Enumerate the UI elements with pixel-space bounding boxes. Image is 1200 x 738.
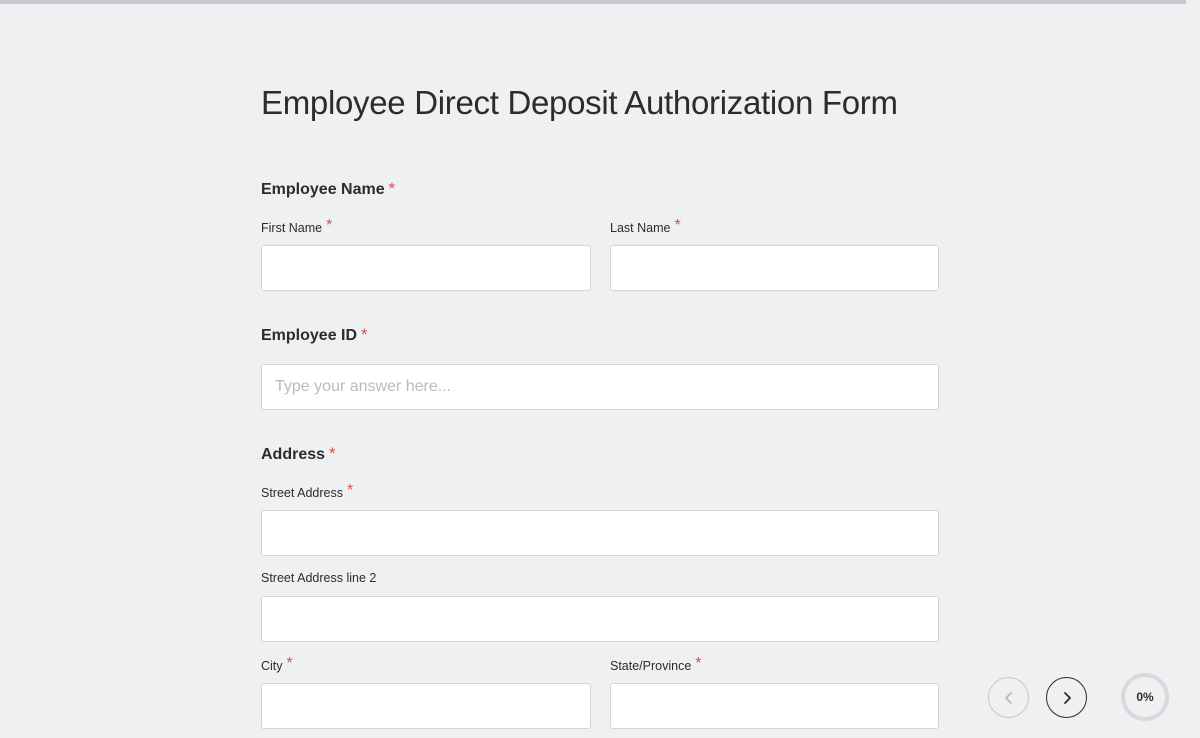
- form-title: Employee Direct Deposit Authorization Form: [261, 84, 898, 121]
- required-asterisk: *: [695, 655, 702, 672]
- street-address-line2-label-text: Street Address line 2: [261, 571, 377, 585]
- employee-id-label-text: Employee ID: [261, 327, 358, 344]
- chevron-left-icon: [1002, 691, 1016, 705]
- employee-name-label: [261, 179, 395, 199]
- street-address-label: [261, 484, 353, 502]
- required-asterisk: *: [329, 444, 336, 463]
- progress-percent-text: 0%: [1136, 690, 1154, 704]
- street-address-label-text: Street Address: [261, 486, 343, 500]
- street-address-line2-input[interactable]: [261, 596, 939, 642]
- required-asterisk: *: [347, 482, 354, 499]
- state-province-label: [610, 657, 702, 675]
- last-name-label-text: Last Name: [610, 221, 671, 235]
- next-button[interactable]: [1046, 677, 1087, 718]
- required-asterisk: *: [326, 217, 333, 234]
- chevron-right-icon: [1060, 691, 1074, 705]
- first-name-label: [261, 219, 332, 237]
- address-label-text: Address: [261, 446, 326, 463]
- state-province-input[interactable]: [610, 683, 939, 729]
- required-asterisk: *: [674, 217, 681, 234]
- required-asterisk: *: [388, 179, 396, 198]
- last-name-label: [610, 219, 681, 237]
- employee-name-label-text: Employee Name: [261, 181, 385, 198]
- top-progress-bar: [0, 0, 1186, 4]
- city-label-text: City: [261, 659, 283, 673]
- first-name-input[interactable]: [261, 245, 591, 291]
- state-province-label-text: State/Province: [610, 659, 692, 673]
- street-address-input[interactable]: [261, 510, 939, 556]
- previous-button[interactable]: [988, 677, 1029, 718]
- city-input[interactable]: [261, 683, 591, 729]
- last-name-input[interactable]: [610, 245, 939, 291]
- city-label: [261, 657, 293, 675]
- required-asterisk: *: [286, 655, 293, 672]
- employee-id-input[interactable]: [261, 364, 939, 410]
- required-asterisk: *: [361, 325, 368, 344]
- first-name-label-text: First Name: [261, 221, 323, 235]
- street-address-line2-label: [261, 571, 376, 585]
- progress-indicator: [1121, 673, 1169, 721]
- employee-id-label: [261, 325, 368, 345]
- address-label: [261, 444, 336, 464]
